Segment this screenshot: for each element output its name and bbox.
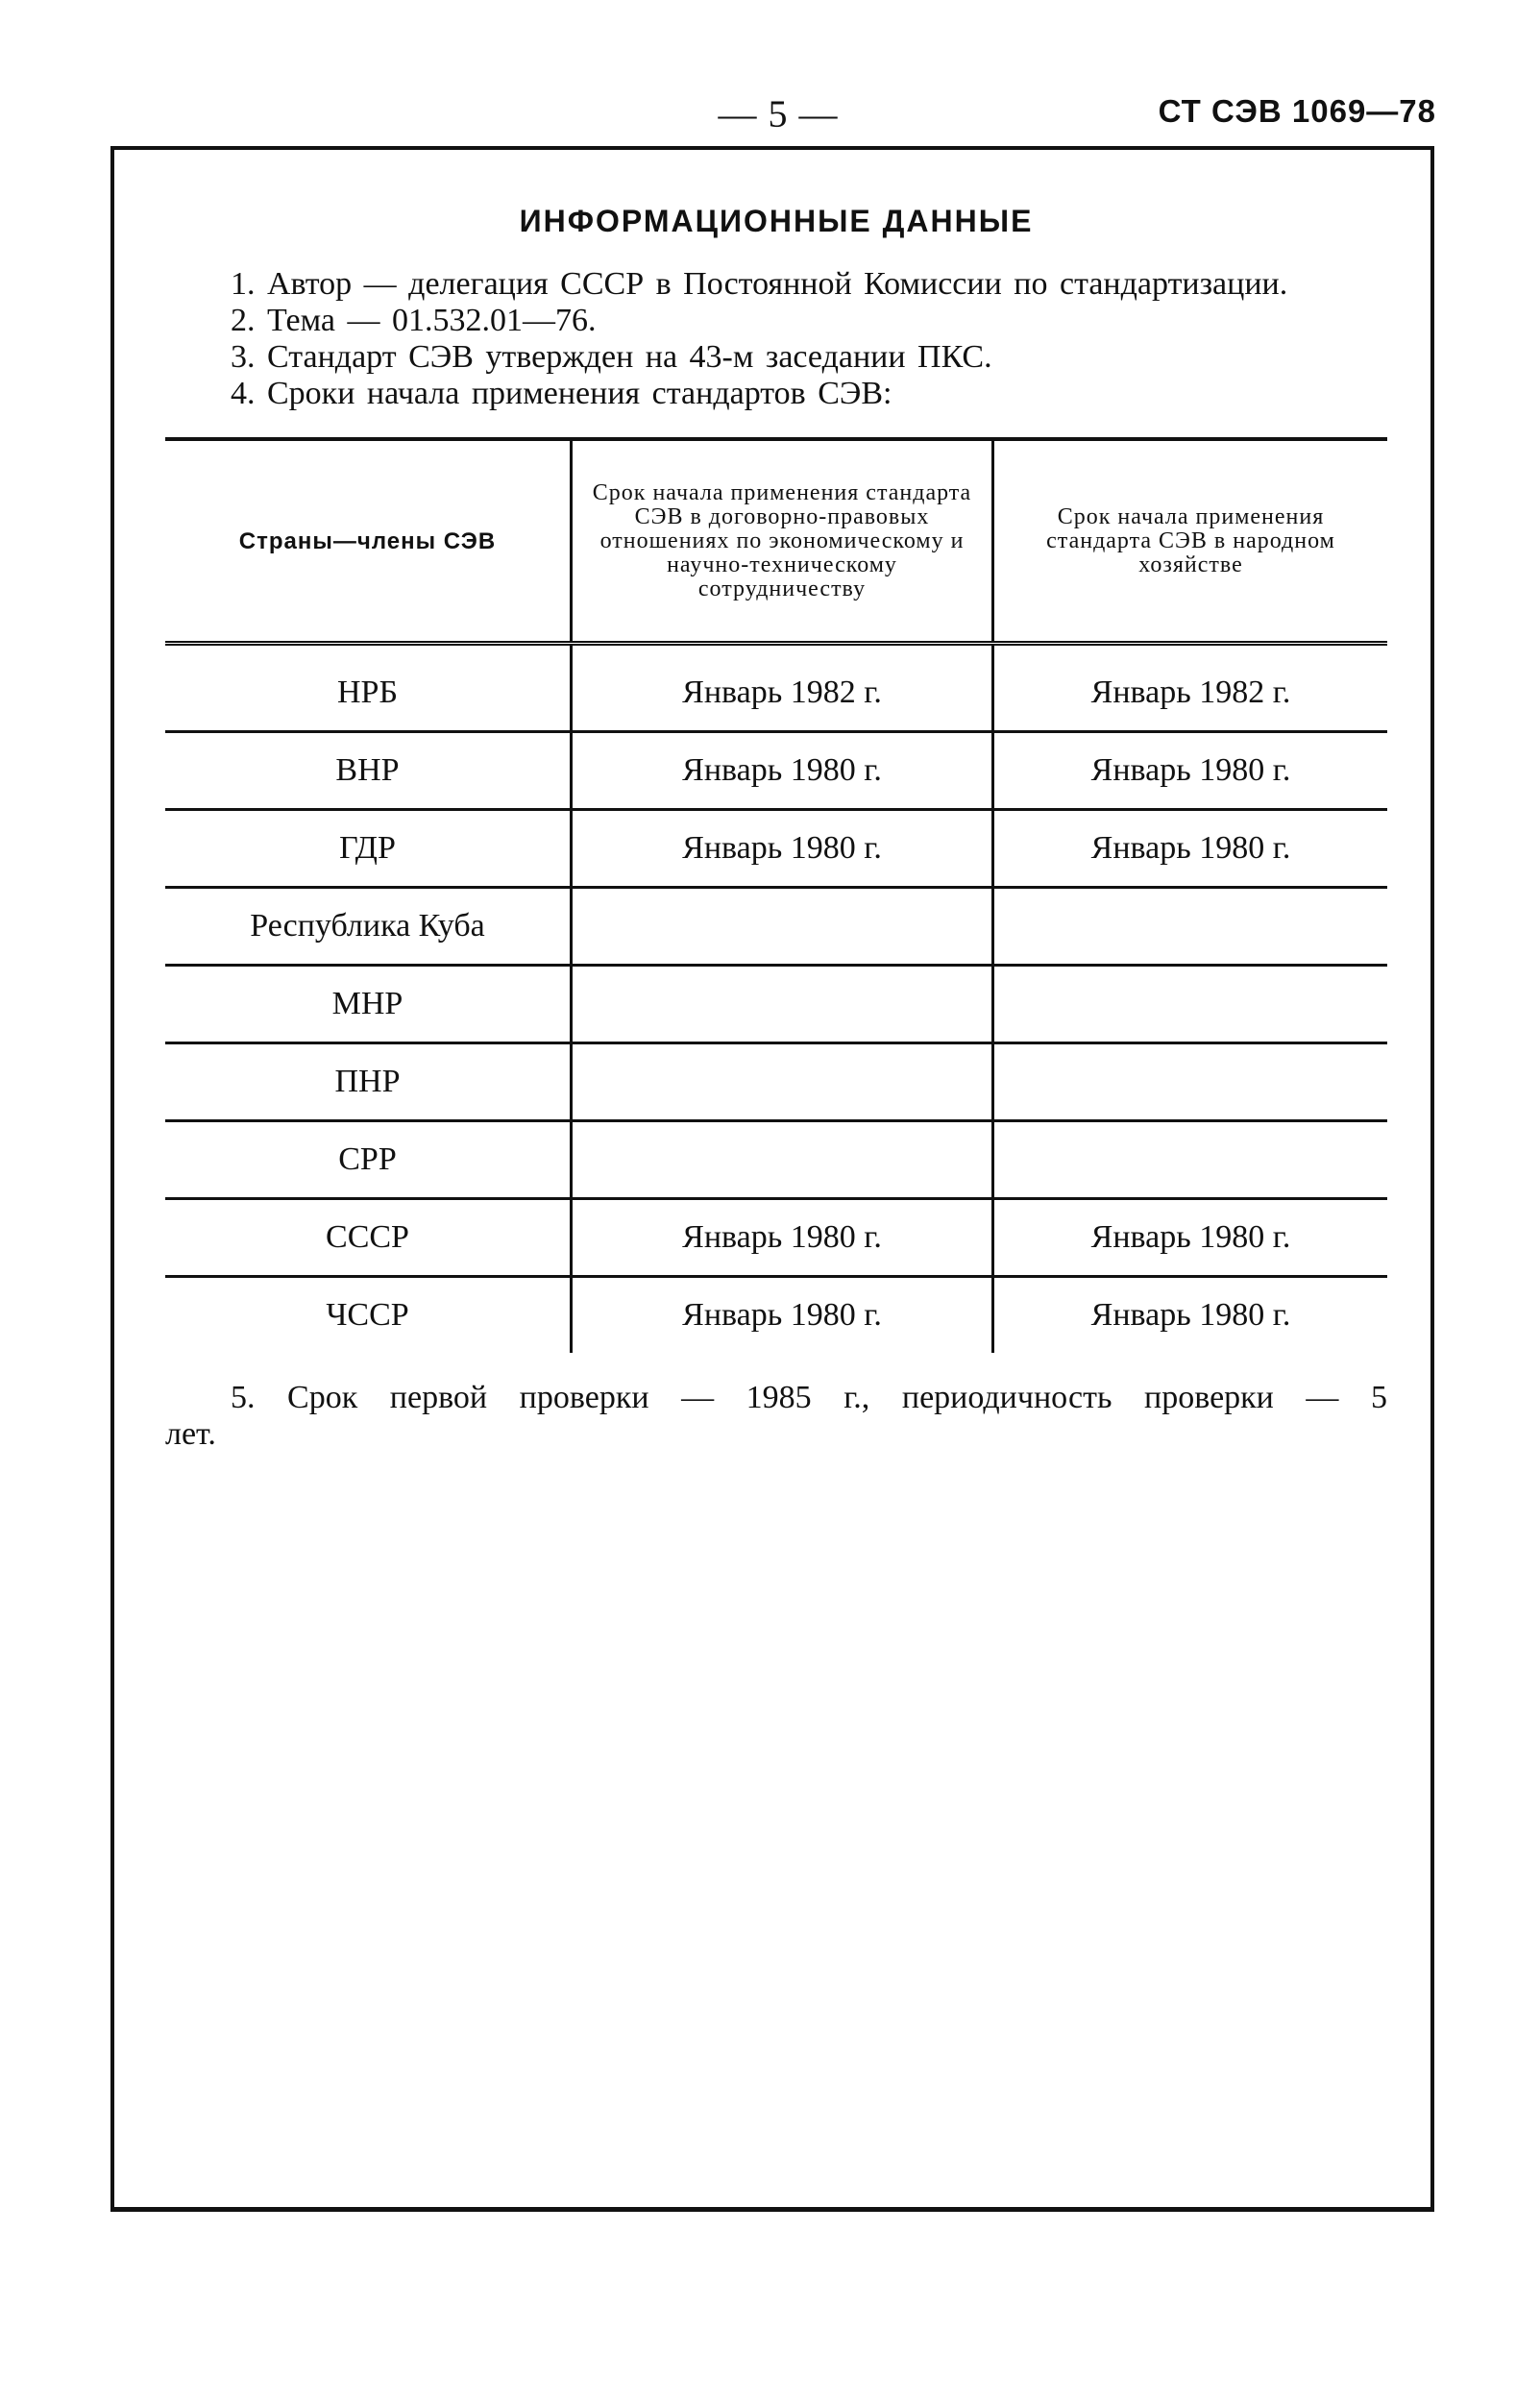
table-row bbox=[165, 1199, 1387, 1277]
cell-economy-date: Январь 1980 г. bbox=[993, 732, 1388, 810]
implementation-dates-table bbox=[165, 437, 1387, 1353]
cell-economy-date: Январь 1982 г. bbox=[993, 644, 1388, 732]
table-row bbox=[165, 810, 1387, 888]
cell-contract-date bbox=[572, 888, 993, 966]
cell-economy-date: Январь 1980 г. bbox=[993, 1199, 1388, 1277]
cell-country: СРР bbox=[165, 1121, 572, 1199]
header-countries: Страны—члены СЭВ bbox=[165, 439, 572, 644]
table-row bbox=[165, 888, 1387, 966]
cell-country: Республика Куба bbox=[165, 888, 572, 966]
cell-country: ЧССР bbox=[326, 1297, 409, 1333]
info-item-review: 5. Срок первой проверки — 1985 г., периодичность проверки — 5 лет. bbox=[165, 1380, 1387, 1452]
cell-contract-date: Январь 1980 г. bbox=[572, 810, 993, 888]
table-row bbox=[165, 1043, 1387, 1121]
page-number: — 5 — bbox=[718, 92, 839, 135]
info-item-topic: 2. Тема — 01.532.01—76. bbox=[231, 303, 597, 338]
cell-country: ПНР bbox=[165, 1043, 572, 1121]
cell-contract-date: Январь 1982 г. bbox=[572, 644, 993, 732]
cell-economy-date bbox=[993, 1121, 1388, 1199]
document-body bbox=[165, 192, 1387, 1453]
cell-contract-date bbox=[572, 1043, 993, 1121]
cell-country: СССР bbox=[165, 1199, 572, 1277]
cell-country: ГДР bbox=[165, 810, 572, 888]
cell-country: НРБ bbox=[165, 644, 572, 732]
cell-economy-date bbox=[993, 888, 1388, 966]
cell-economy-date: Январь 1980 г. bbox=[993, 810, 1388, 888]
table-row bbox=[165, 644, 1387, 732]
header-economy-date: Срок начала применения стандарта СЭВ в народном хозяйстве bbox=[993, 439, 1388, 644]
info-item-approval: 3. Стандарт СЭВ утвержден на 43-м заседании ПКС. bbox=[231, 339, 992, 375]
info-item-author: 1. Автор — делегация СССР в Постоянной Комиссии по стандартизации. bbox=[231, 266, 1288, 302]
table-row bbox=[165, 966, 1387, 1043]
cell-contract-date: Январь 1980 г. bbox=[572, 1199, 993, 1277]
cell-contract-date: Январь 1980 г. bbox=[572, 1277, 993, 1354]
cell-economy-date bbox=[993, 1043, 1388, 1121]
cell-contract-date: Январь 1980 г. bbox=[572, 732, 993, 810]
table-row bbox=[165, 1277, 1387, 1354]
info-item-dates-intro: 4. Сроки начала применения стандартов СЭВ: bbox=[231, 376, 892, 411]
page-title: ИНФОРМАЦИОННЫЕ ДАННЫЕ bbox=[519, 204, 1034, 238]
table-row bbox=[165, 1121, 1387, 1199]
cell-country: ВНР bbox=[165, 732, 572, 810]
cell-economy-date bbox=[993, 966, 1388, 1043]
table-header-row bbox=[165, 439, 1387, 644]
document-code: СТ СЭВ 1069—78 bbox=[1158, 93, 1436, 129]
cell-contract-date bbox=[572, 966, 993, 1043]
cell-country: МНР bbox=[165, 966, 572, 1043]
table-row bbox=[165, 732, 1387, 810]
header-contract-date: Срок начала применения стандарта СЭВ в договорно-правовых отношениях по экономическому и научно-техническому сотрудничеству bbox=[572, 439, 993, 644]
cell-economy-date: Январь 1980 г. bbox=[993, 1277, 1388, 1354]
cell-contract-date bbox=[572, 1121, 993, 1199]
